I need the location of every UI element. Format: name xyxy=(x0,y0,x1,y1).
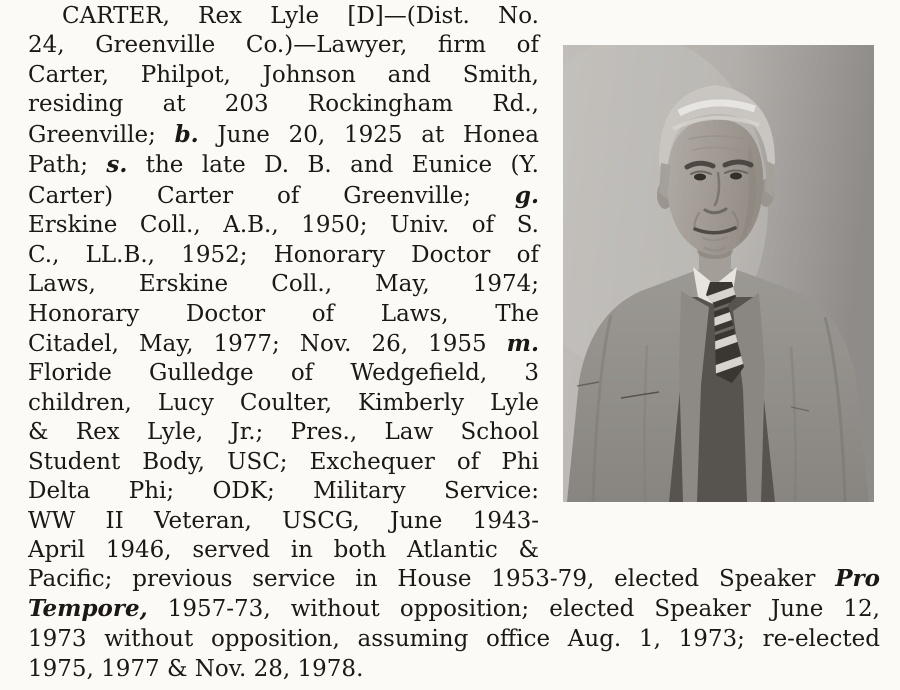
bio-column xyxy=(28,2,539,566)
text-line xyxy=(28,181,539,211)
text-segment: April 1946, served in both Atlantic & xyxy=(28,537,539,564)
italic-text-segment: b. xyxy=(174,120,199,148)
text-segment: 1975, 1977 & Nov. 28, 1978. xyxy=(28,656,364,682)
text-line xyxy=(28,507,539,536)
text-line xyxy=(28,448,539,477)
text-segment: 1973 without opposition, assuming office Aug. 1, 1973; re-elected xyxy=(28,626,880,652)
italic-text-segment: g. xyxy=(514,181,539,209)
text-segment: CARTER, Rex Lyle [D]—(Dist. No. xyxy=(62,3,539,29)
text-segment: Delta Phi; ODK; Military Service: xyxy=(28,478,539,505)
text-line xyxy=(28,120,539,150)
text-segment: Citadel, May, 1977; Nov. 26, 1955 xyxy=(28,330,507,357)
text-segment: C., LL.B., 1952; Honorary Doctor of xyxy=(28,241,539,268)
text-segment: Honorary Doctor of Laws, The xyxy=(28,300,539,327)
text-segment: WW II Veteran, USCG, June 1943- xyxy=(28,507,539,534)
text-line xyxy=(28,624,880,654)
text-line xyxy=(28,418,539,447)
text-line xyxy=(28,61,539,90)
left-eye xyxy=(694,174,706,181)
text-line xyxy=(28,654,880,684)
italic-text-segment: Tempore, xyxy=(28,595,148,622)
text-line xyxy=(28,329,539,359)
text-segment: the late D. B. and Eunice (Y. xyxy=(127,152,539,179)
portrait-photo xyxy=(563,45,874,502)
text-line xyxy=(28,31,539,60)
text-segment: Floride Gulledge of Wedgefield, 3 xyxy=(28,360,539,387)
text-segment: Carter) Carter of Greenville; xyxy=(28,182,515,209)
text-line xyxy=(28,241,539,270)
text-line xyxy=(28,300,539,329)
text-line xyxy=(28,536,539,565)
portrait-photo-svg xyxy=(563,45,874,502)
text-line xyxy=(28,90,539,119)
text-line xyxy=(28,270,539,299)
text-line xyxy=(28,477,539,506)
text-line xyxy=(28,564,880,594)
text-segment: 1957-73, without opposition; elected Speaker June 12, xyxy=(147,596,880,622)
text-segment: residing at 203 Rockingham Rd., xyxy=(28,91,539,118)
text-segment: Carter, Philpot, Johnson and Smith, xyxy=(28,61,539,88)
text-segment: children, Lucy Coulter, Kimberly Lyle xyxy=(28,389,539,416)
text-segment: 24, Greenville Co.)—Lawyer, firm of xyxy=(28,32,539,59)
text-segment: Erskine Coll., A.B., 1950; Univ. of S. xyxy=(28,212,539,239)
text-segment: & Rex Lyle, Jr.; Pres., Law School xyxy=(28,419,539,446)
italic-text-segment: m. xyxy=(506,329,539,357)
italic-text-segment: s. xyxy=(106,151,128,179)
text-segment: Pacific; previous service in House 1953-79, elected Speaker xyxy=(28,566,836,592)
text-line xyxy=(28,211,539,240)
italic-text-segment: Pro xyxy=(835,565,880,592)
text-line xyxy=(28,2,539,31)
text-segment: Laws, Erskine Coll., May, 1974; xyxy=(28,271,539,298)
text-line xyxy=(28,150,539,180)
text-segment: Greenville; xyxy=(28,121,175,148)
text-segment: Student Body, USC; Exchequer of Phi xyxy=(28,448,539,475)
text-line xyxy=(28,594,880,624)
bio-footer xyxy=(28,564,880,684)
right-eye xyxy=(730,173,742,180)
text-segment: Path; xyxy=(28,152,107,179)
text-line xyxy=(28,389,539,418)
text-segment: June 20, 1925 at Honea xyxy=(198,121,539,148)
text-line xyxy=(28,359,539,388)
